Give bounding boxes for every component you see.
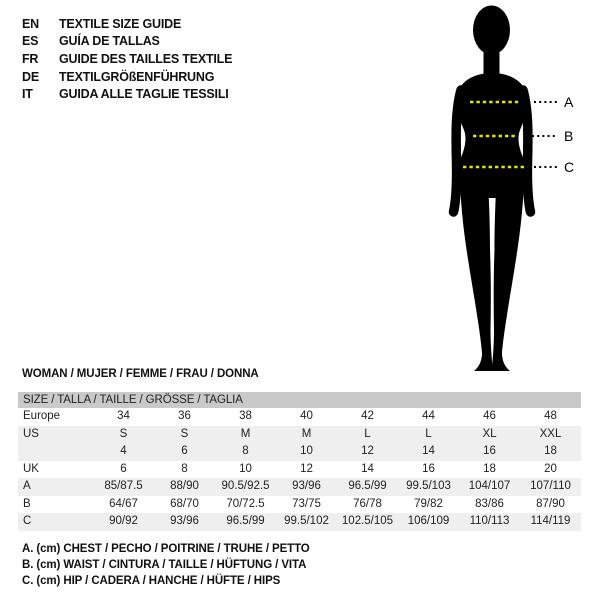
size-cell: 70/72.5	[226, 497, 265, 510]
size-cell: 99.5/102	[284, 515, 329, 527]
legend-chest: A. (cm) CHEST / PECHO / POITRINE / TRUHE / PETTO	[22, 543, 310, 555]
size-cell: XL	[482, 427, 497, 440]
size-cell: 14	[422, 445, 435, 457]
size-cell: 16	[483, 445, 496, 457]
size-cell: M	[240, 427, 251, 440]
lang-code: EN	[22, 16, 39, 31]
lang-code: DE	[22, 69, 39, 84]
size-cell: 10	[300, 445, 313, 457]
size-cell: 96.5/99	[226, 515, 265, 527]
table-row-chest	[18, 478, 581, 496]
size-cell: 14	[361, 462, 374, 475]
size-cell: 104/107	[468, 480, 511, 492]
size-cell: 110/113	[469, 515, 510, 527]
row-label: B	[23, 497, 31, 510]
size-table-header: SIZE / TALLA / TAILLE / GRÖSSE / TAGLIA	[18, 392, 581, 408]
size-cell: 90.5/92.5	[221, 480, 270, 492]
table-row-uk	[18, 461, 581, 479]
section-title-woman: WOMAN / MUJER / FEMME / FRAU / DONNA	[22, 368, 259, 380]
measurement-legend	[22, 542, 310, 589]
size-cell: 48	[544, 410, 557, 422]
size-cell: 4	[120, 445, 127, 457]
lang-label: TEXTILE SIZE GUIDE	[59, 16, 182, 31]
table-row-hip	[18, 513, 581, 531]
size-cell: XXL	[539, 427, 562, 440]
lang-row-it	[22, 85, 232, 103]
lang-label: GUIDA ALLE TAGLIE TESSILI	[59, 87, 229, 102]
size-cell: 42	[361, 410, 374, 422]
lang-row-en	[22, 15, 232, 33]
size-cell: 12	[300, 462, 313, 475]
size-cell: 18	[544, 445, 557, 457]
measure-label-c: C	[564, 159, 575, 175]
row-label: A	[23, 480, 31, 492]
size-cell: S	[119, 427, 128, 440]
lang-row-es	[22, 33, 232, 51]
lang-code: ES	[22, 34, 39, 49]
size-cell: 64/67	[109, 497, 138, 510]
row-label: US	[23, 427, 39, 440]
size-cell: 34	[117, 410, 130, 422]
size-cell: S	[180, 427, 189, 440]
size-cell: 40	[300, 410, 313, 422]
size-cell: 6	[120, 462, 127, 475]
size-cell: 20	[544, 462, 557, 475]
size-cell: 102.5/105	[341, 515, 394, 527]
size-cell: 16	[422, 462, 435, 475]
lang-label: GUIDE DES TAILLES TEXTILE	[59, 51, 233, 66]
woman-silhouette	[454, 6, 531, 372]
row-label: UK	[23, 462, 39, 475]
size-cell: 90/92	[109, 515, 138, 527]
silhouette-left-leg	[460, 172, 493, 371]
size-table	[18, 392, 581, 531]
size-cell: 79/82	[414, 497, 443, 510]
size-cell: 93/96	[170, 515, 199, 527]
row-label: C	[23, 515, 32, 527]
measure-label-b: B	[564, 128, 574, 144]
size-cell: L	[364, 427, 371, 440]
size-cell: 18	[483, 462, 496, 475]
size-cell: 93/96	[292, 480, 321, 492]
lang-label: GUÍA DE TALLAS	[59, 34, 160, 49]
size-cell: 107/110	[530, 480, 571, 492]
size-cell: 106/109	[407, 515, 450, 527]
row-label: Europe	[23, 410, 61, 422]
silhouette-right-leg	[492, 172, 525, 371]
size-cell: 73/75	[292, 497, 321, 510]
lang-label: TEXTILGRÖßENFÜHRUNG	[59, 69, 215, 84]
lang-row-fr	[22, 50, 232, 68]
silhouette-right-arm	[523, 90, 531, 212]
size-cell: 99.5/103	[406, 480, 451, 492]
size-cell: 85/87.5	[104, 480, 143, 492]
silhouette-neck	[484, 42, 500, 76]
size-cell: 76/78	[353, 497, 382, 510]
table-row-us-numbers	[18, 443, 581, 461]
size-cell: 8	[242, 445, 249, 457]
size-cell: 12	[361, 445, 374, 457]
size-cell: L	[425, 427, 432, 440]
table-row-europe	[18, 408, 581, 426]
size-cell: 44	[422, 410, 435, 422]
size-cell: 87/90	[536, 497, 565, 510]
size-cell: 83/86	[475, 497, 504, 510]
size-cell: 10	[239, 462, 252, 475]
lang-code: IT	[22, 87, 33, 102]
size-cell: 96.5/99	[348, 480, 387, 492]
measure-label-a: A	[564, 94, 574, 110]
size-cell: 6	[181, 445, 188, 457]
lang-code: FR	[22, 51, 39, 66]
row-label	[18, 443, 93, 461]
size-cell: 38	[239, 410, 252, 422]
table-row-waist	[18, 496, 581, 514]
size-cell: 88/90	[170, 480, 199, 492]
size-cell: 114/119	[530, 515, 571, 527]
size-cell: 46	[483, 410, 496, 422]
language-list	[22, 15, 232, 103]
legend-hip: C. (cm) HIP / CADERA / HANCHE / HÜFTE / HIPS	[22, 574, 281, 587]
silhouette-left-arm	[454, 90, 462, 212]
woman-silhouette-svg	[420, 0, 600, 380]
measurement-figure	[420, 0, 600, 380]
size-cell: 68/70	[170, 497, 199, 510]
size-cell: M	[301, 427, 312, 440]
size-cell: 8	[181, 462, 188, 475]
lang-row-de	[22, 68, 232, 86]
legend-waist: B. (cm) WAIST / CINTURA / TAILLE / HÜFTUNG / VITA	[22, 558, 307, 571]
size-cell: 36	[178, 410, 191, 422]
table-row-us-letters	[18, 426, 581, 444]
